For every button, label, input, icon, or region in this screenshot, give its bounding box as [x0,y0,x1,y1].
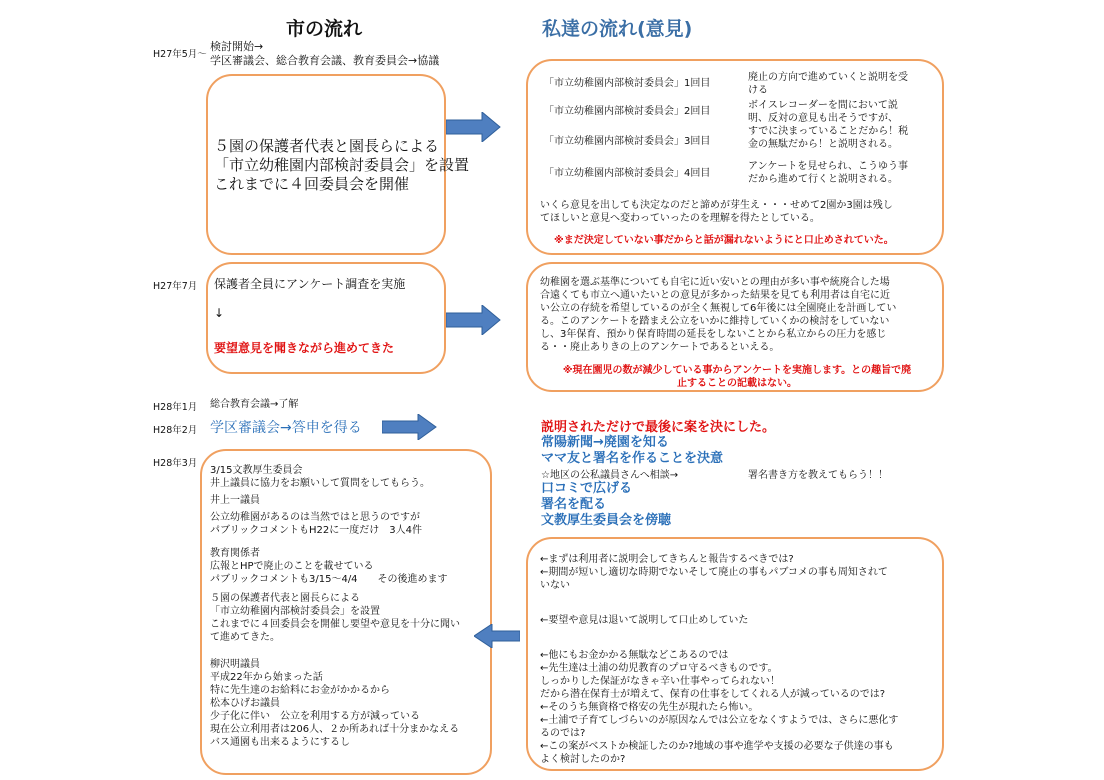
survey-red-line: ※現在園児の数が減少している事からアンケートを実施します。との趣旨で廃 [562,365,912,376]
text-line: 現在公立利用者は206人、２か所あれば十分まかなえる [210,724,460,735]
summary-text [540,199,893,225]
action-list-2 [541,481,671,529]
committee-opinion-box [526,59,944,255]
down-arrow-text: ↓ [214,306,225,320]
action-item: 文教厚生委員会を傍聴 [541,513,672,528]
opinion-line: し、3年保育、預かり保育時間の延長をしないことから私立からの圧力を感じ [540,329,887,340]
text-line: ←他にもお金かかる無駄などこあるのでは [540,650,729,661]
text-line: ←期間が短いし適切な時期でないそして廃止の事もパブコメの事も周知されて [540,567,888,578]
meeting-4-note-line: アンケートを見せられ、こうゆう事 [748,161,908,172]
meeting-1-note-line: ける [748,85,768,96]
text-line: ←土浦で子育てしづらいのが原因なんでは公立をなくすようでは、さらに悪化す [540,715,899,726]
date-label-h28-jan: H28年1月 [153,402,198,413]
text-line: ←まずは利用者に説明会してきちんと報告するべきでは? [540,554,794,565]
text-line: 特に先生達のお給料にお金がかかるから [210,685,390,696]
survey-red-note [542,364,932,390]
text-line: ←要望や意見は退いて説明して口止めしていた [540,615,749,626]
city-flow-title: 市の流れ [286,18,363,40]
start-line-2: 学区審議会、総合教育会議、教育委員会→協議 [210,54,440,67]
feb-event: 学区審議会→答申を得る [210,420,362,436]
committee-line-2: 「市立幼稚園内部検討委員会」を設置 [214,156,470,174]
text-line: パブリックコメントもH22に一度だけ 3人4件 [210,525,422,536]
meeting-2-note-line: すでに決まっていることだから！税 [748,126,909,137]
text-line: いない [540,580,570,591]
date-label-h28-mar: H28年3月 [153,458,198,469]
right-arrow-icon [446,112,502,142]
action-item: ママ友と署名を作ることを決意 [541,451,724,466]
text-line: これまでに４回委員会を開催し要望や意見を十分に聞い [210,619,460,630]
meeting-1-note [748,71,908,97]
text-line: ←この案がベストか検証したのか?地域の事や進学や支援の必要な子供達の事も [540,741,894,752]
summary-line: てほしいと意見へ変わっていったのを理解を得たとしている。 [540,213,820,224]
text-line: よく検討したのか? [540,754,626,765]
survey-red-line: 止することの記載はない。 [677,378,797,389]
survey-box [206,262,446,374]
our-flow-title: 私達の流れ(意見) [542,18,693,40]
text-line: 柳沢明議員 [210,659,260,670]
text-line: だから潜在保育士が増えて、保育の仕事をしてくれる人が減っているのでは? [540,689,886,700]
jan-event: 総合教育会議→了解 [210,399,299,410]
survey-opinion-text [540,276,896,354]
meeting-1-note-line: 廃止の方向で進めていくと説明を受 [748,72,908,83]
committee-line-3: これまでに４回委員会を開催 [214,175,410,193]
text-line: 広報とHPで廃止のことを載せている [210,561,374,572]
text-line: パブリックコメントも3/15～4/4 その後進めます [210,574,448,585]
text-line: 教育関係者 [210,548,260,559]
gag-order-note: ※まだ決定していない事だからと話が漏れないようにと口止めされていた。 [554,235,894,246]
action-list-1 [541,435,723,467]
meeting-1-name: 「市立幼稚園内部検討委員会」1回目 [544,78,711,89]
text-line: 松本ひげお議員 [210,698,280,709]
opinion-line: る・・廃止ありきの上のアンケートであるといえる。 [540,342,780,353]
text-line: るのでは? [540,728,586,739]
meeting-2-note-line: 金の無駄だから！と説明される。 [748,139,898,150]
meeting-4-note [748,160,908,186]
summary-line: いくら意見を出しても決定なのだと諦めが芽生え・・・せめて2園か3園は残し [540,200,893,211]
text-line: 「市立幼稚園内部検討委員会」を設置 [210,606,380,617]
text-line: 少子化に伴い 公立を利用する方が減っている [210,711,420,722]
opinion-line: 幼稚園を選ぶ基準についても自宅に近い安いとの理由が多い事や統廃合した場 [540,277,890,288]
start-line-1: 検討開始→ [210,40,264,53]
text-line: バス通園も出来るようにするし [210,737,350,748]
text-line: ←先生達は土浦の幼児教育のプロ守るべきものです。 [540,663,778,674]
date-label-h27-may: H27年5月～ [153,49,207,60]
survey-red-line: 要望意見を聞きながら進めてきた [214,341,395,355]
meeting-3-name: 「市立幼稚園内部検討委員会」3回目 [544,136,711,147]
opinion-line: る。このアンケートを踏まえ公立をいかに維持していくかの検討をしていない [540,316,890,327]
text-line: て進めてきた。 [210,632,280,643]
text-line: ←そのうち無資格で格安の先生が現れたら怖い。 [540,702,759,713]
meeting-2-note-line: 明、反対の意見も出そうですが、 [748,113,898,124]
opinion-line: 合遠くても市立へ通いたいとの意見が多かった結果を見ても利用者は自宅に近 [540,290,890,301]
text-line: しっかりした保証がなきゃ辛い仕事やってられない！ [540,676,780,687]
committee-hearing-text [210,464,460,749]
meeting-4-name: 「市立幼稚園内部検討委員会」4回目 [544,168,711,179]
right-arrow-icon [446,305,502,335]
action-item: 口コミで広げる [541,481,633,496]
date-label-h27-jul: H27年7月 [153,281,198,292]
rebuttal-text [540,553,898,766]
action-item: 常陽新聞→廃園を知る [541,435,669,450]
meeting-4-note-line: だから進めて行くと説明される。 [748,174,898,185]
text-line: 井上一議員 [210,495,260,506]
right-arrow-icon [382,414,438,440]
meeting-2-note [748,99,908,151]
meeting-2-name: 「市立幼稚園内部検討委員会」2回目 [544,106,711,117]
text-line: 3/15文教厚生委員会 [210,465,303,476]
text-line: 平成22年から始まった話 [210,672,323,683]
committee-line-1: ５園の保護者代表と園長らによる [214,137,440,155]
committee-hearing-box [200,449,492,775]
text-line: 公立幼稚園があるのは当然ではと思うのですが [210,512,420,523]
text-line: ５園の保護者代表と園長らによる [210,593,360,604]
decided-heading: 説明されただけで最後に案を決にした。 [541,420,776,435]
survey-line: 保護者全員にアンケート調査を実施 [214,277,406,291]
consult-line: ☆地区の公私議員さんへ相談→ [541,470,679,481]
committee-setup-box [206,74,470,255]
survey-opinion-box [526,262,944,392]
consult-note: 署名書き方を教えてもらう！！ [748,470,888,481]
date-label-h28-feb: H28年2月 [153,425,198,436]
action-item: 署名を配る [541,497,607,512]
left-arrow-icon [474,624,520,648]
text-line: 井上議員に協力をお願いして質問をしてもらう。 [210,478,430,489]
committee-setup-text [214,137,469,194]
opinion-line: い公立の存続を希望しているのが全く無視して6年後には全園廃止を計画してい [540,303,897,314]
meeting-2-note-line: ボイスレコーダーを間において説 [748,100,898,111]
rebuttal-box [526,537,944,771]
